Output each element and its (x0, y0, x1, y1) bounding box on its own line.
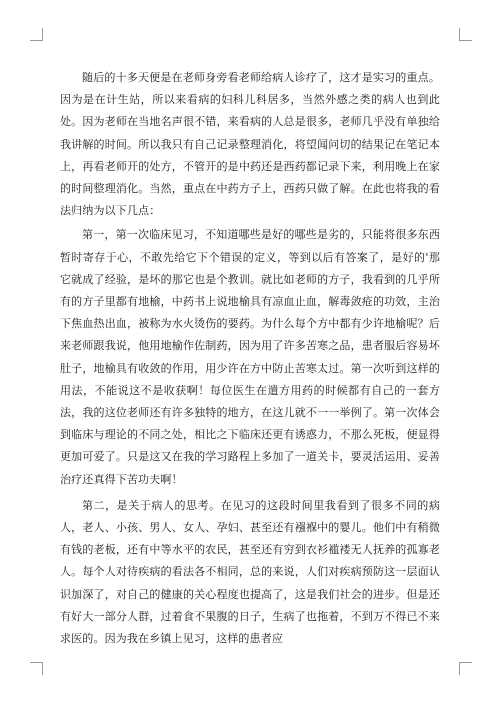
crop-mark-bottom-left (30, 662, 43, 675)
crop-mark-top-left (30, 28, 43, 41)
document-body (60, 67, 440, 650)
paragraph-second-point: 第二，是关于病人的思考。在见习的这段时间里我看到了很多不同的病人，老人、小孩、男人、女人、孕妇、甚至还有襁褓中的婴儿。他们中有稍微有钱的老板，还有中等水平的农民，甚至还有穷到衣衫褴褛无人抚养的孤寡老人。每个人对待疾病的看法各不相同，总的来说，人们对疾病预防这一层面认识加深了，对自己的健康的关心程度也提高了，这是我们社会的进步。但是还有好大一部分人群，过着食不果腹的日子，生病了也拖着，不到万不得已不来求医的。因为我在乡镇上见习，这样的患者应 (60, 498, 440, 646)
crop-mark-top-right (459, 28, 472, 41)
paragraph-first-point: 第一，第一次临床见习，不知道哪些是好的哪些是劣的，只能将很多东西暂时寄存于心，不敢先给它下个错误的定义，等到以后有答案了，是好的'那它就成了经验，是坏的那它也是个教训。就比如老师的方子，我看到的几乎所有的方子里都有地榆，中药书上说地榆具有凉血止血，解毒敛疮的功效，主治下焦血热出血，被称为水火烫伤的要药。为什么每个方中都有少许地榆呢？后来老师跟我说，他用地榆作佐制药，因为用了许多苦寒之品，患者服后容易坏肚子，地榆具有收敛的作用，用少许在方中防止苦寒太过。第一次听到这样的用法，不能说这不是收获啊！每位医生在遣方用药的时候都有自己的一套方法，我的这位老师还有许多独特的地方，在这儿就不一一举例了。第一次体会到临床与理论的不同之处，相比之下临床还更有诱惑力，不那么死板，便显得更加可爱了。只是这又在我的学习路程上多加了一道关卡，要灵活运用、妥善治疗还真得下苦功夫啊！ (60, 228, 440, 486)
paragraph-internship-intro: 随后的十多天便是在老师身旁看老师给病人诊疗了，这才是实习的重点。因为是在计生站，所以来看病的妇科儿科居多，当然外感之类的病人也到此处。因为老师在当地名声很不错，来看病的人总是很多，老师几乎没有单独给我讲解的时间。所以我只有自己记录整理消化，将望闻问切的结果记在笔记本上，再看老师开的处方，不管开的是中药还是西药都记录下来，利用晚上在家的时间整理消化。当然，重点在中药方子上，西药只做了解。在此也将我的看法归纳为以下几点： (60, 71, 440, 218)
crop-mark-bottom-right (459, 662, 472, 675)
